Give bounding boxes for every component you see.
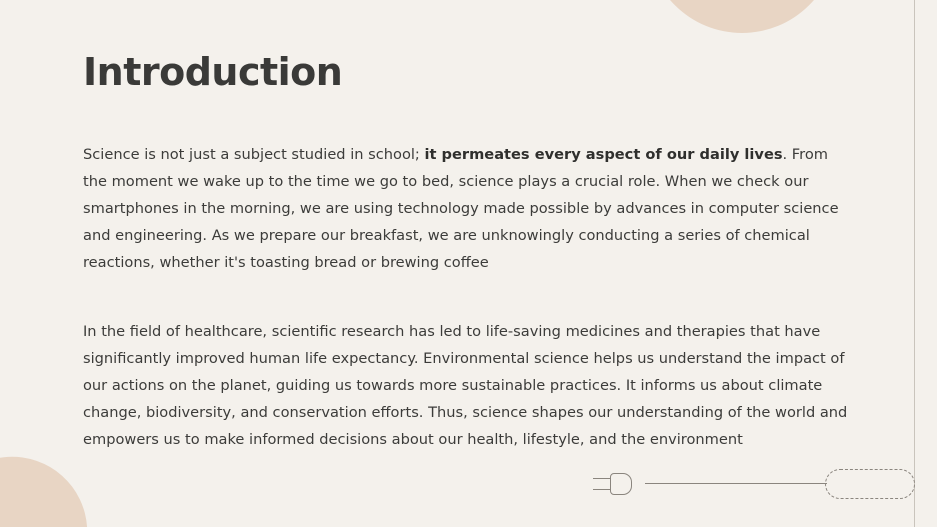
body-paragraph-2 bbox=[83, 319, 848, 454]
decorative-blob-top bbox=[647, 0, 837, 33]
body-paragraph-1 bbox=[83, 142, 848, 277]
right-vertical-rule bbox=[914, 0, 915, 527]
paragraph-2-rest: In the field of healthcare, scientific research has led to life-saving medicines and therapies that have significantly improved human life expectancy. Environmental science helps us understand the impact of our actions on the planet, guiding us towards more sustainable practices. It informs us about climate change, biodiversity, and conservation efforts. Thus, science shapes our understanding of the world and empowers us to make informed decisions about our health, lifestyle, and the environment bbox=[83, 322, 848, 448]
page-title: Introduction bbox=[83, 50, 343, 94]
paragraph-1-rest: . From the moment we wake up to the time we go to bed, science plays a crucial role. When we check our smartphones in the morning, we are using technology made possible by advances in computer science and engineering. As we prepare our breakfast, we are unknowingly conducting a series of chemical reactions, whether it's toasting bread or brewing coffee bbox=[83, 145, 839, 271]
paragraph-1-lead: Science is not just a subject studied in school; bbox=[83, 145, 425, 163]
paragraph-1-emphasis: it permeates every aspect of our daily lives bbox=[424, 145, 783, 163]
slide-content bbox=[83, 52, 858, 496]
